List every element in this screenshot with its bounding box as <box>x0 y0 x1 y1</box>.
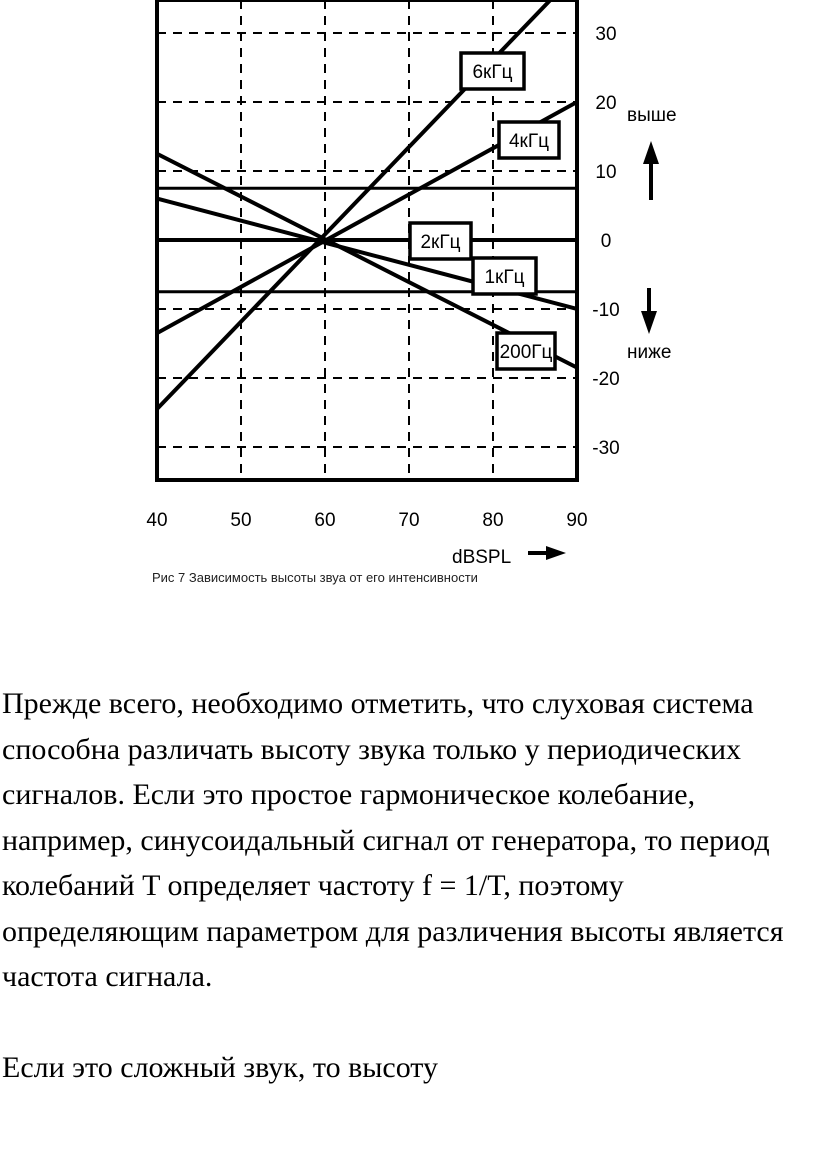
series-label <box>499 122 559 158</box>
series-label-text: 1кГц <box>484 267 525 288</box>
x-tick-label: 90 <box>566 510 588 531</box>
higher-label: выше <box>627 105 677 126</box>
series-label <box>473 258 536 294</box>
paragraph-2: Если это сложный звук, то высоту <box>2 1050 439 1084</box>
y-tick-label: -10 <box>592 300 620 321</box>
series-label-text: 200Гц <box>499 342 553 363</box>
y-tick-label: 30 <box>595 24 617 45</box>
y-tick-label: -20 <box>592 369 620 390</box>
series-label-text: 6кГц <box>472 62 513 83</box>
lower-label: ниже <box>627 342 672 363</box>
series-label <box>461 53 524 89</box>
y-tick-label: 10 <box>595 162 617 183</box>
y-tick-labels <box>592 24 619 459</box>
y-tick-label: 0 <box>600 231 612 252</box>
series-label <box>497 333 555 369</box>
up-arrow-icon <box>643 141 659 200</box>
series-label-text: 2кГц <box>420 232 461 253</box>
series-label-text: 4кГц <box>508 131 550 152</box>
x-tick-label: 40 <box>146 510 168 531</box>
x-tick-label: 80 <box>482 510 504 531</box>
down-arrow-icon <box>641 288 657 334</box>
paragraph-1: Прежде всего, необходимо отметить, что слуховая система способна различать высоту звука только у периодических сигналов. Если это простое гармоническое колебание, например, синусоидальный сигнал от генератора, то период колебаний T определяет частоту f = 1/T, поэтому определяющим параметром для различения высоты является частота сигнала. <box>2 687 784 993</box>
x-tick-label: 50 <box>230 510 252 531</box>
x-tick-label: 60 <box>314 510 336 531</box>
y-tick-label: 20 <box>595 93 617 114</box>
x-tick-label: 70 <box>398 510 420 531</box>
figure-caption: Рис 7 Зависимость высоты звуа от его интенсивности <box>152 570 478 585</box>
x-axis-label: dBSPL <box>452 547 512 568</box>
series-label <box>410 223 471 259</box>
article-body <box>2 681 814 1090</box>
x-tick-labels <box>146 510 587 531</box>
y-tick-label: -30 <box>592 438 620 459</box>
x-axis-arrow-icon <box>528 546 566 560</box>
